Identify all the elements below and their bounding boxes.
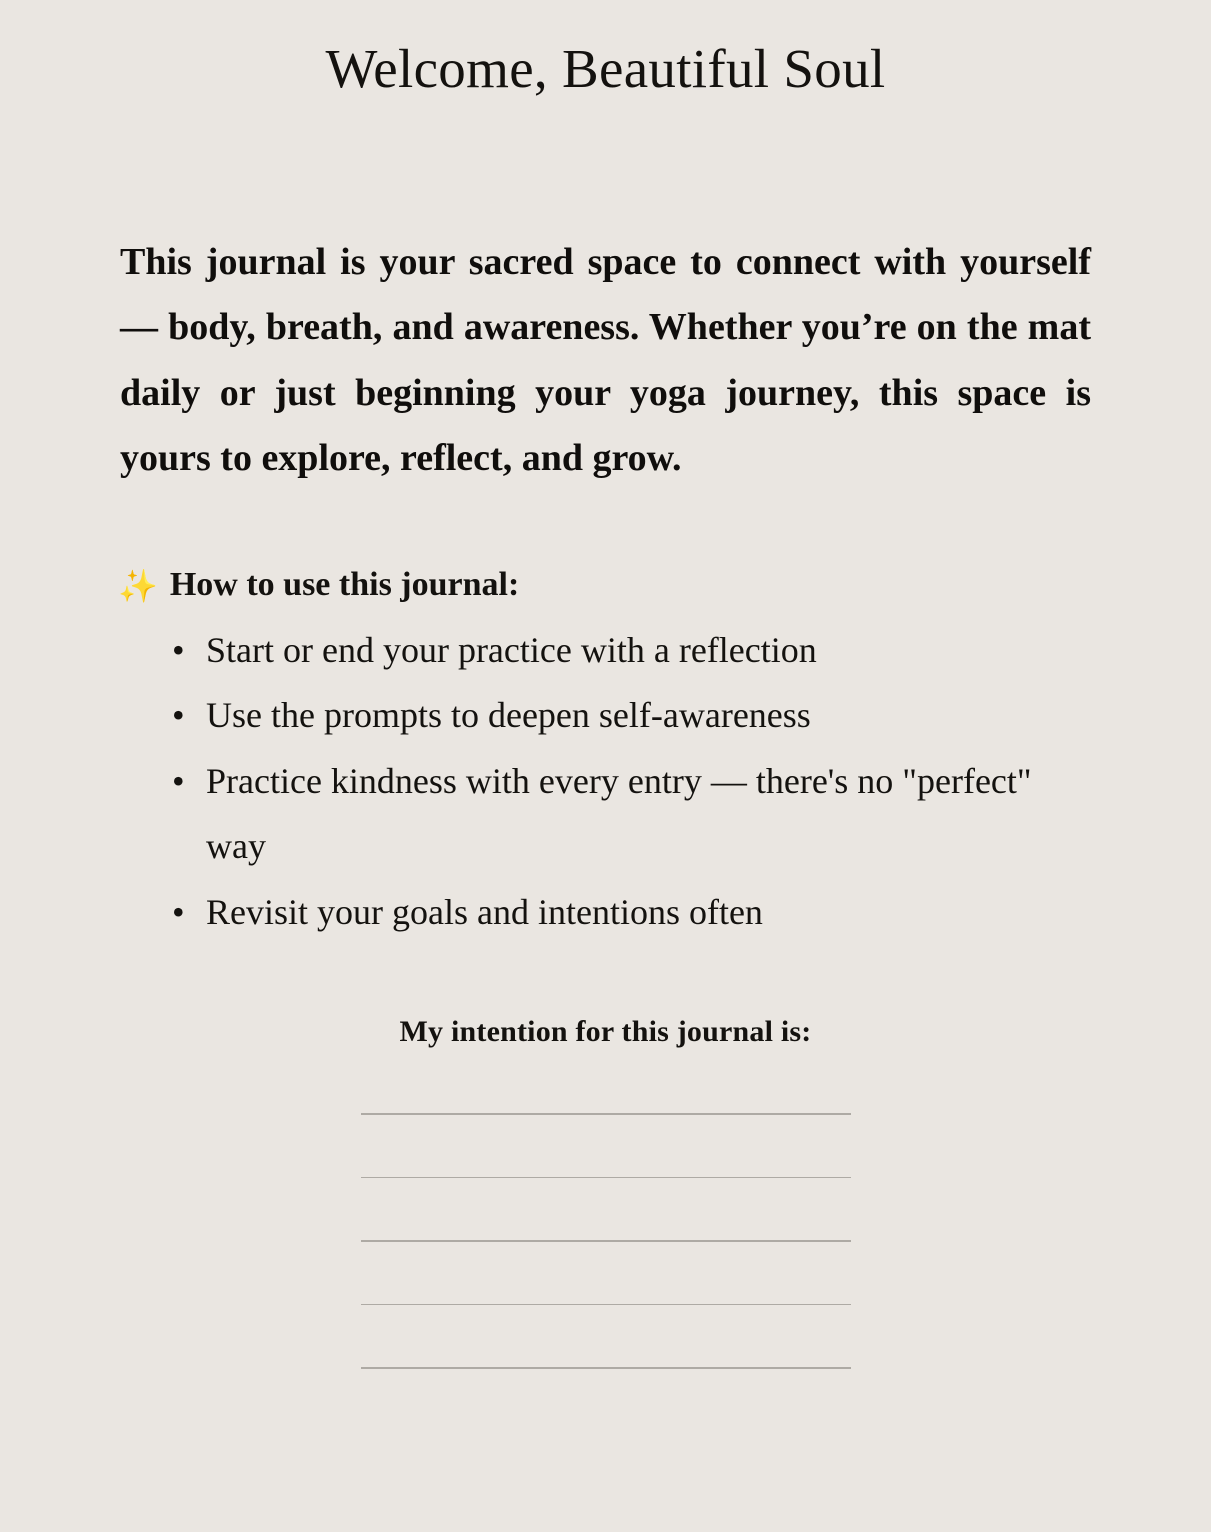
intro-paragraph: This journal is your sacred space to connect with yourself — body, breath, and awareness. Whether you’re on the mat daily or just beginning your yoga journey, this space is yours to explore, reflect, and grow. <box>120 241 1091 480</box>
list-item: • Revisit your goals and intentions often <box>172 880 1091 946</box>
list-item: • Use the prompts to deepen self-awareness <box>172 683 1091 749</box>
how-to-use-heading-text: How to use this journal: <box>169 566 520 604</box>
intention-label: My intention for this journal is: <box>399 1015 812 1049</box>
how-to-use-heading <box>118 563 1211 607</box>
write-line[interactable] <box>361 1304 851 1306</box>
intention-write-lines[interactable] <box>361 1113 851 1369</box>
list-item: • Practice kindness with every entry — there's no "perfect" way <box>172 749 1091 880</box>
write-line[interactable] <box>361 1367 851 1369</box>
sparkles-icon: ✨ <box>118 567 158 604</box>
write-line[interactable] <box>361 1177 851 1179</box>
page-title: Welcome, Beautiful Soul <box>325 38 886 99</box>
journal-page <box>0 36 1211 1532</box>
list-item: • Start or end your practice with a reflection <box>172 618 1091 684</box>
how-to-use-list <box>120 618 1091 946</box>
write-line[interactable] <box>361 1240 851 1242</box>
write-line[interactable] <box>361 1113 851 1115</box>
